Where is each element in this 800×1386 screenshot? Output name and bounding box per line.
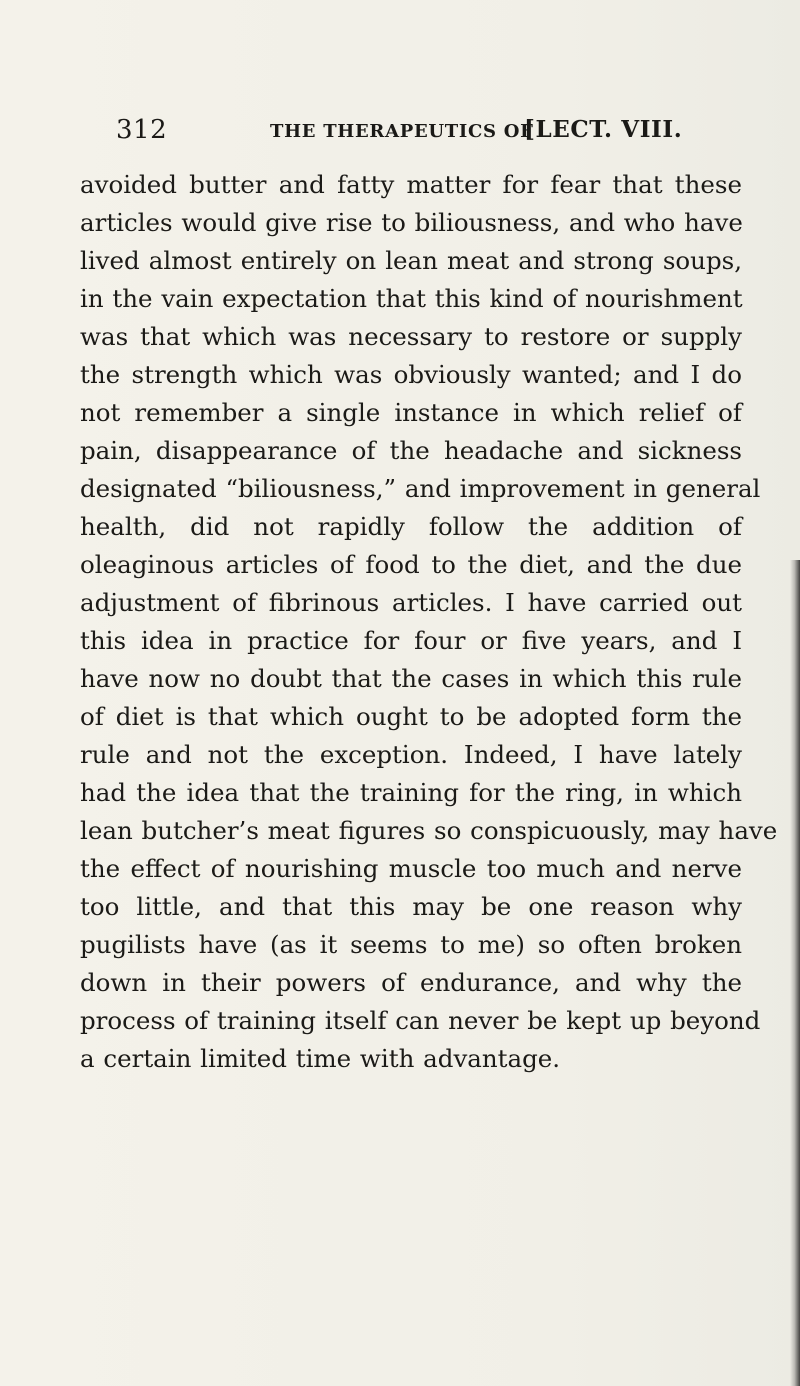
text-line: the strength which was obviously wanted; and I do	[80, 360, 742, 389]
lecture-reference: [LECT. VIII.	[524, 116, 683, 143]
text-line: not remember a single instance in which relief of	[80, 398, 742, 427]
text-line: pain, disappearance of the headache and sickness	[80, 436, 742, 465]
text-line: in the vain expectation that this kind of nourishment	[80, 284, 743, 313]
text-line: health, did not rapidly follow the addition of	[80, 512, 742, 541]
page-number: 312	[116, 115, 168, 145]
text-line: oleaginous articles of food to the diet, and the due	[80, 550, 742, 579]
text-line: have now no doubt that the cases in which this rule	[80, 664, 742, 693]
text-line: was that which was necessary to restore or supply	[80, 322, 742, 351]
running-title: THE THERAPEUTICS OF	[270, 121, 534, 142]
text-line: too little, and that this may be one reason why	[80, 892, 742, 921]
text-line: lean butcher’s meat figures so conspicuously, may have	[80, 816, 778, 845]
text-line: a certain limited time with advantage.	[80, 1044, 561, 1073]
body-paragraph	[80, 166, 778, 1078]
running-header	[116, 114, 744, 158]
text-line: designated “biliousness,” and improvement in general	[80, 474, 761, 503]
text-line: pugilists have (as it seems to me) so often broken	[80, 930, 742, 959]
text-line: this idea in practice for four or five years, and I	[80, 626, 742, 655]
text-line: lived almost entirely on lean meat and strong soups,	[80, 246, 742, 275]
text-line: down in their powers of endurance, and why the	[80, 968, 742, 997]
text-line: articles would give rise to biliousness, and who have	[80, 208, 743, 237]
text-line: had the idea that the training for the ring, in which	[80, 778, 742, 807]
text-line: adjustment of fibrinous articles. I have carried out	[80, 588, 742, 617]
text-line: rule and not the exception. Indeed, I have lately	[80, 740, 742, 769]
text-line: of diet is that which ought to be adopted form the	[80, 702, 742, 731]
page-edge-shadow	[790, 560, 800, 1386]
text-line: the effect of nourishing muscle too much and nerve	[80, 854, 742, 883]
text-line: process of training itself can never be kept up beyond	[80, 1006, 761, 1035]
text-line: avoided butter and fatty matter for fear that these	[80, 170, 742, 199]
